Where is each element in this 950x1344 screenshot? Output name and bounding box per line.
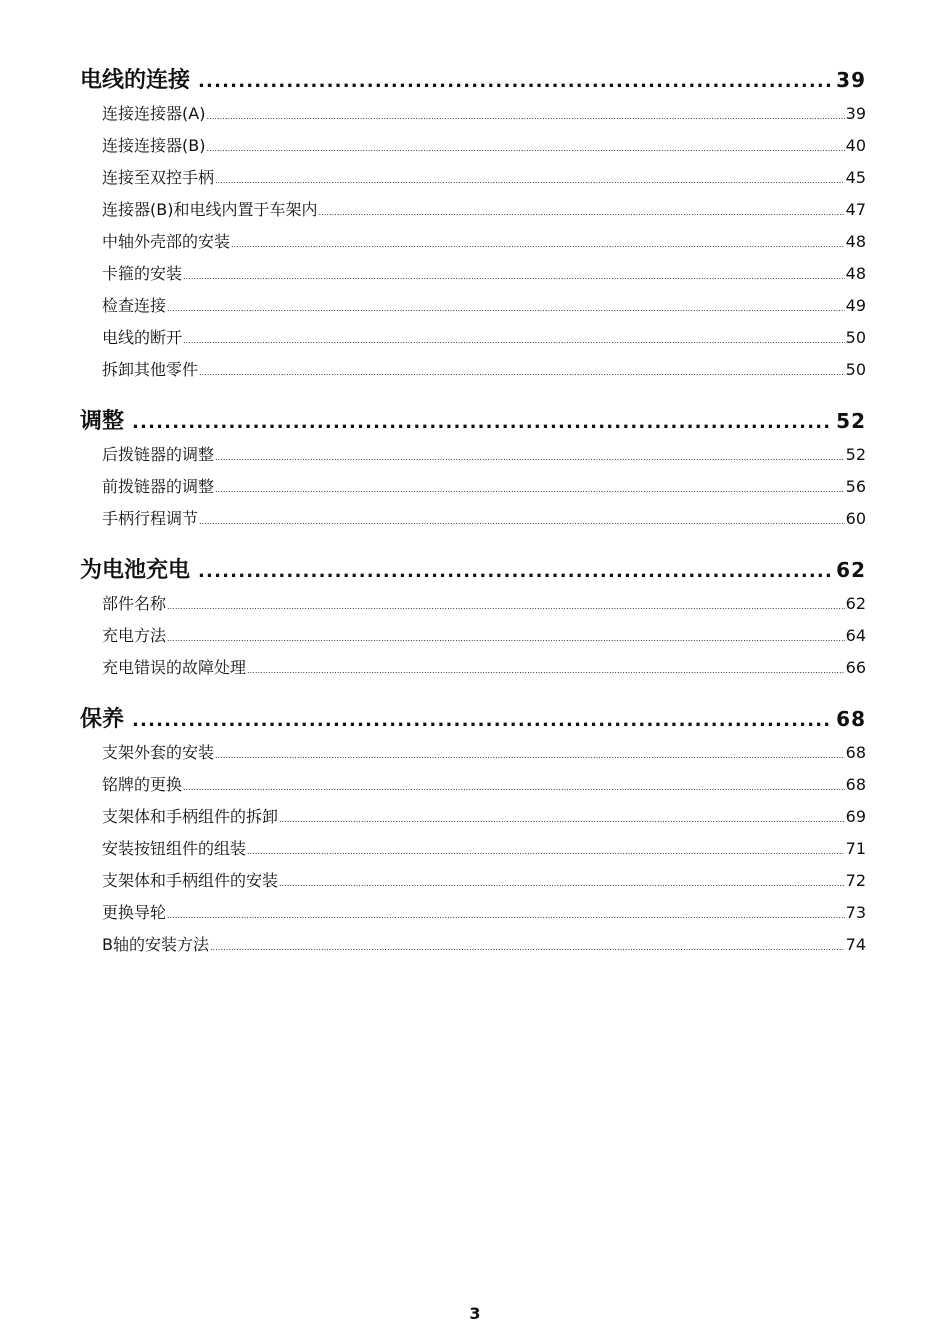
- toc-entry[interactable]: [80, 588, 866, 620]
- toc-entry[interactable]: [80, 354, 866, 386]
- dot-leader: [167, 900, 845, 932]
- entry-page-number: 45: [845, 168, 866, 187]
- entry-page-number: 68: [845, 743, 866, 762]
- toc-entry[interactable]: [80, 897, 866, 929]
- dot-leader: [279, 868, 845, 900]
- entry-title: 连接连接器(B): [102, 136, 206, 155]
- entry-title: 中轴外壳部的安装: [102, 232, 231, 251]
- section-heading[interactable]: [80, 403, 866, 439]
- section-page-number: 62: [836, 558, 866, 582]
- dot-leader: [199, 357, 845, 389]
- entry-page-number: 47: [845, 200, 866, 219]
- dot-leader: [132, 703, 832, 739]
- entry-page-number: 68: [845, 775, 866, 794]
- toc-entry[interactable]: [80, 737, 866, 769]
- dot-leader: [198, 554, 832, 590]
- section-heading[interactable]: [80, 552, 866, 588]
- entry-page-number: 62: [845, 594, 866, 613]
- dot-leader: [206, 101, 844, 133]
- section-page-number: 68: [836, 707, 866, 731]
- entry-page-number: 50: [845, 328, 866, 347]
- entry-title: 更换导轮: [102, 903, 167, 922]
- entry-page-number: 69: [845, 807, 866, 826]
- toc-section: [80, 552, 866, 684]
- entry-title: 前拨链器的调整: [102, 477, 215, 496]
- dot-leader: [167, 293, 845, 325]
- dot-leader: [167, 623, 845, 655]
- entry-page-number: 56: [845, 477, 866, 496]
- toc-entry[interactable]: [80, 801, 866, 833]
- dot-leader: [318, 197, 844, 229]
- entry-title: 电线的断开: [102, 328, 183, 347]
- toc-entry[interactable]: [80, 929, 866, 961]
- entry-page-number: 71: [845, 839, 866, 858]
- toc-entry[interactable]: [80, 162, 866, 194]
- table-of-contents: [80, 62, 866, 978]
- entry-title: B轴的安装方法: [102, 935, 209, 954]
- entry-page-number: 74: [845, 935, 866, 954]
- section-page-number: 52: [836, 409, 866, 433]
- entry-title: 充电方法: [102, 626, 167, 645]
- entry-page-number: 50: [845, 360, 866, 379]
- entry-page-number: 49: [845, 296, 866, 315]
- toc-section: [80, 403, 866, 535]
- entry-title: 连接至双控手柄: [102, 168, 215, 187]
- dot-leader: [183, 772, 845, 804]
- dot-leader: [215, 165, 845, 197]
- entry-title: 手柄行程调节: [102, 509, 199, 528]
- dot-leader: [206, 133, 844, 165]
- entry-title: 充电错误的故障处理: [102, 658, 247, 677]
- entry-page-number: 40: [845, 136, 866, 155]
- toc-entry[interactable]: [80, 503, 866, 535]
- section-heading[interactable]: [80, 701, 866, 737]
- dot-leader: [183, 261, 845, 293]
- dot-leader: [198, 64, 832, 100]
- entry-page-number: 60: [845, 509, 866, 528]
- section-title: 保养: [80, 707, 125, 732]
- toc-entry[interactable]: [80, 194, 866, 226]
- entry-title: 铭牌的更换: [102, 775, 183, 794]
- entry-page-number: 73: [845, 903, 866, 922]
- toc-entry[interactable]: [80, 98, 866, 130]
- entry-page-number: 39: [845, 104, 866, 123]
- entry-title: 支架体和手柄组件的安装: [102, 871, 279, 890]
- entry-title: 卡箍的安装: [102, 264, 183, 283]
- section-title: 调整: [80, 409, 125, 434]
- entry-page-number: 52: [845, 445, 866, 464]
- dot-leader: [210, 932, 845, 964]
- toc-entry[interactable]: [80, 258, 866, 290]
- entry-title: 检查连接: [102, 296, 167, 315]
- section-title: 为电池充电: [80, 558, 191, 583]
- section-heading[interactable]: [80, 62, 866, 98]
- toc-entry[interactable]: [80, 620, 866, 652]
- dot-leader: [183, 325, 845, 357]
- toc-entry[interactable]: [80, 471, 866, 503]
- entry-page-number: 72: [845, 871, 866, 890]
- section-title: 电线的连接: [80, 68, 191, 93]
- entry-title: 安装按钮组件的组装: [102, 839, 247, 858]
- entry-title: 部件名称: [102, 594, 167, 613]
- entry-title: 连接器(B)和电线内置于车架内: [102, 200, 318, 219]
- dot-leader: [215, 740, 845, 772]
- dot-leader: [247, 836, 845, 868]
- dot-leader: [215, 474, 845, 506]
- toc-entry[interactable]: [80, 865, 866, 897]
- dot-leader: [215, 442, 845, 474]
- page-number: 3: [469, 1304, 481, 1323]
- entry-title: 支架体和手柄组件的拆卸: [102, 807, 279, 826]
- entry-page-number: 66: [845, 658, 866, 677]
- entry-page-number: 48: [845, 232, 866, 251]
- entry-page-number: 48: [845, 264, 866, 283]
- dot-leader: [231, 229, 845, 261]
- entry-title: 拆卸其他零件: [102, 360, 199, 379]
- toc-entry[interactable]: [80, 290, 866, 322]
- dot-leader: [167, 591, 845, 623]
- toc-entry[interactable]: [80, 652, 866, 684]
- entry-page-number: 64: [845, 626, 866, 645]
- entry-title: 支架外套的安装: [102, 743, 215, 762]
- entry-title: 后拨链器的调整: [102, 445, 215, 464]
- toc-section: [80, 62, 866, 386]
- dot-leader: [199, 506, 845, 538]
- toc-entry[interactable]: [80, 226, 866, 258]
- toc-entry[interactable]: [80, 130, 866, 162]
- toc-entry[interactable]: [80, 833, 866, 865]
- dot-leader: [279, 804, 845, 836]
- dot-leader: [247, 655, 845, 687]
- section-page-number: 39: [836, 68, 866, 92]
- dot-leader: [132, 405, 832, 441]
- toc-entry[interactable]: [80, 322, 866, 354]
- toc-entry[interactable]: [80, 769, 866, 801]
- toc-entry[interactable]: [80, 439, 866, 471]
- toc-section: [80, 701, 866, 961]
- entry-title: 连接连接器(A): [102, 104, 206, 123]
